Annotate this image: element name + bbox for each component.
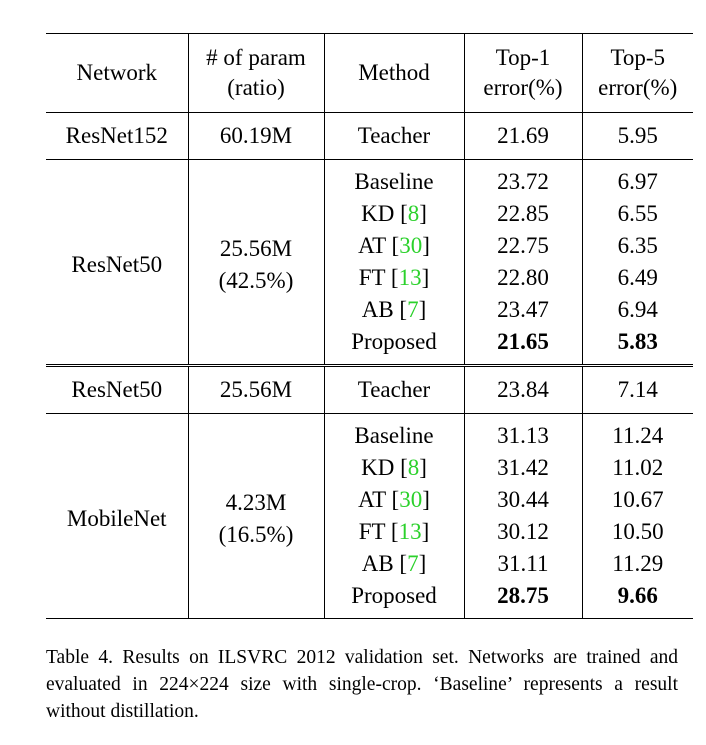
method-cell: Proposed	[324, 580, 464, 619]
student-network-cell: MobileNet	[66, 506, 167, 531]
top1-cell: 21.69	[464, 113, 582, 160]
network-cell: ResNet152	[65, 123, 168, 148]
student-row	[46, 160, 693, 199]
top1-cell: 23.84	[464, 366, 582, 414]
citation-link[interactable]: 7	[407, 551, 419, 576]
table-caption: Table 4. Results on ILSVRC 2012 validation set. Networks are trained and evaluated in 224×224 size with single-crop. ‘Baseline’ represents a result without distillation.	[46, 647, 678, 722]
top1-cell: 23.47	[464, 294, 582, 326]
method-cell: AT [30]	[324, 484, 464, 516]
header-top5: Top-5 error(%)	[582, 34, 693, 113]
top5-cell: 11.02	[582, 452, 693, 484]
method-cell: KD [8]	[324, 452, 464, 484]
top5-cell: 6.94	[582, 294, 693, 326]
top5-cell: 11.29	[582, 548, 693, 580]
student-network-cell: ResNet50	[71, 252, 163, 277]
citation-link[interactable]: 7	[407, 297, 419, 322]
header-row	[46, 34, 693, 113]
citation-link[interactable]: 8	[407, 201, 420, 226]
network-cell: ResNet50	[71, 377, 163, 402]
top5-cell: 7.14	[582, 366, 693, 414]
method-cell: Teacher	[324, 366, 464, 414]
method-cell: Baseline	[324, 160, 464, 199]
top1-cell: 31.13	[464, 414, 582, 453]
teacher-row	[46, 113, 693, 160]
top5-cell: 11.24	[582, 414, 693, 453]
student-params-cell: 4.23M (16.5%)	[188, 414, 324, 619]
method-cell: FT [13]	[324, 262, 464, 294]
top5-cell: 5.83	[582, 326, 693, 366]
method-cell: Baseline	[324, 414, 464, 453]
header-network: Network	[76, 60, 157, 85]
top1-cell: 22.85	[464, 198, 582, 230]
top1-cell: 23.72	[464, 160, 582, 199]
top5-cell: 6.55	[582, 198, 693, 230]
method-cell: AB [7]	[324, 294, 464, 326]
top5-cell: 9.66	[582, 580, 693, 619]
method-cell: Teacher	[324, 113, 464, 160]
top1-cell: 30.44	[464, 484, 582, 516]
params-cell: 25.56M	[188, 366, 324, 414]
results-table-container	[46, 33, 693, 619]
top5-cell: 6.35	[582, 230, 693, 262]
student-params-cell: 25.56M (42.5%)	[188, 160, 324, 366]
top1-cell: 21.65	[464, 326, 582, 366]
results-table	[46, 33, 693, 619]
citation-link[interactable]: 30	[399, 487, 423, 512]
citation-link[interactable]: 30	[399, 233, 423, 258]
citation-link[interactable]: 8	[407, 455, 420, 480]
header-top1: Top-1 error(%)	[464, 34, 582, 113]
top1-cell: 28.75	[464, 580, 582, 619]
citation-link[interactable]: 13	[398, 265, 422, 290]
top5-cell: 6.49	[582, 262, 693, 294]
header-method: Method	[324, 34, 464, 113]
method-cell: AT [30]	[324, 230, 464, 262]
top5-cell: 6.97	[582, 160, 693, 199]
top5-cell: 10.67	[582, 484, 693, 516]
method-cell: AB [7]	[324, 548, 464, 580]
params-cell: 60.19M	[188, 113, 324, 160]
top1-cell: 31.42	[464, 452, 582, 484]
top1-cell: 31.11	[464, 548, 582, 580]
top1-cell: 22.80	[464, 262, 582, 294]
top1-cell: 30.12	[464, 516, 582, 548]
citation-link[interactable]: 13	[398, 519, 422, 544]
top1-cell: 22.75	[464, 230, 582, 262]
top5-cell: 10.50	[582, 516, 693, 548]
top5-cell: 5.95	[582, 113, 693, 160]
header-params: # of param (ratio)	[188, 34, 324, 113]
teacher-row	[46, 366, 693, 414]
method-cell: KD [8]	[324, 198, 464, 230]
method-cell: FT [13]	[324, 516, 464, 548]
method-cell: Proposed	[324, 326, 464, 366]
student-row	[46, 414, 693, 453]
